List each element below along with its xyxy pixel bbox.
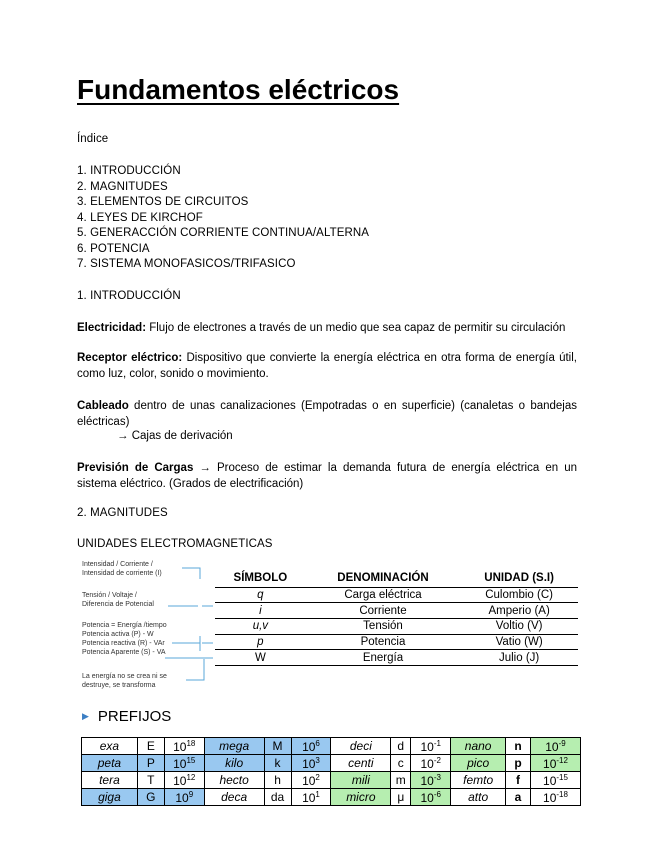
- side-note: Potencia reactiva (R) - VAr: [82, 640, 165, 647]
- prefix-symbol-cell: f: [506, 772, 531, 789]
- prefix-power-cell: $10^{-12}$: [530, 755, 580, 772]
- prefix-power-cell: $10^{-3}$: [411, 772, 451, 789]
- table-row: [215, 618, 578, 634]
- side-note: Intensidad de corriente (I): [82, 570, 162, 577]
- prefix-power-cell: $10^{-15}$: [530, 772, 580, 789]
- section-heading-magnitudes: 2. MAGNITUDES: [77, 507, 168, 519]
- toc-item: 7. SISTEMA MONOFASICOS/TRIFASICO: [77, 258, 296, 270]
- connector-line: [186, 659, 204, 680]
- prefix-name-cell: micro: [331, 789, 391, 806]
- table-row: [215, 603, 578, 619]
- prefix-symbol-cell: m: [391, 772, 411, 789]
- prefix-symbol-cell: a: [506, 789, 531, 806]
- name-cell: Energía: [306, 650, 460, 666]
- prefix-symbol-cell: P: [137, 755, 164, 772]
- toc-item: 2. MAGNITUDES: [77, 180, 168, 193]
- toc-item: 5. GENERACCIÓN CORRIENTE CONTINUA/ALTERNA: [77, 227, 370, 239]
- prefix-power-cell: $10^6$: [291, 738, 331, 755]
- prefix-symbol-cell: k: [264, 755, 291, 772]
- prefix-power-cell: $10^1$: [291, 789, 331, 806]
- definition-term: Cableado: [77, 400, 129, 412]
- prefix-symbol-cell: n: [506, 738, 531, 755]
- prefix-power-cell: $10^2$: [291, 772, 331, 789]
- cableado-subitem: → Cajas de derivación: [117, 430, 233, 442]
- prefix-power-cell: $10^9$: [164, 789, 204, 806]
- toc-item: 6. POTENCIA: [77, 242, 150, 255]
- definition-text: → Proceso de estimar la demanda futura de energía eléctrica en un sistema eléctrico. (Grados de electrificación): [77, 462, 577, 490]
- prefix-symbol-cell: G: [137, 789, 164, 806]
- toc-item: 3. ELEMENTOS DE CIRCUITOS: [77, 196, 249, 208]
- indice-label: Índice: [77, 133, 109, 145]
- prefix-symbol-cell: T: [137, 772, 164, 789]
- column-header: SÍMBOLO: [215, 570, 306, 587]
- column-header: UNIDAD (S.I): [460, 570, 578, 587]
- side-note: Diferencia de Potencial: [82, 601, 154, 608]
- side-note: destruye, se transforma: [82, 682, 156, 689]
- prefix-table: [81, 737, 581, 806]
- prefix-symbol-cell: d: [391, 738, 411, 755]
- unit-cell: Vatio (W): [460, 634, 578, 650]
- symbol-cell: q: [215, 587, 306, 603]
- prefix-power-cell: $10^{15}$: [164, 755, 204, 772]
- symbol-cell: i: [215, 603, 306, 619]
- symbol-cell: u,v: [215, 618, 306, 634]
- table-row: [82, 738, 581, 755]
- prefix-name-cell: kilo: [204, 755, 264, 772]
- prefijos-label: PREFIJOS: [97, 708, 172, 725]
- side-note: Potencia activa (P) - W: [82, 631, 154, 638]
- prefix-name-cell: giga: [82, 789, 138, 806]
- prefix-name-cell: centi: [331, 755, 391, 772]
- prefix-name-cell: atto: [451, 789, 506, 806]
- connector-line: [182, 568, 200, 579]
- prefix-name-cell: exa: [82, 738, 138, 755]
- prefix-power-cell: $10^{-9}$: [530, 738, 580, 755]
- prefix-name-cell: peta: [82, 755, 138, 772]
- table-row: [82, 789, 581, 806]
- prefix-symbol-cell: da: [264, 789, 291, 806]
- toc-item: 1. INTRODUCCIÓN: [77, 165, 181, 177]
- prefix-power-cell: $10^{18}$: [164, 738, 204, 755]
- prefix-symbol-cell: h: [264, 772, 291, 789]
- prefix-name-cell: deci: [331, 738, 391, 755]
- name-cell: Potencia: [306, 634, 460, 650]
- unit-cell: Voltio (V): [460, 618, 578, 634]
- side-note: Tensión / Voltaje /: [82, 592, 137, 599]
- prefijos-heading: [82, 708, 171, 725]
- prefix-symbol-cell: c: [391, 755, 411, 772]
- prefix-power-cell: $10^{-2}$: [411, 755, 451, 772]
- name-cell: Tensión: [306, 618, 460, 634]
- definition-term: Electricidad:: [77, 322, 147, 334]
- side-note: Potencia Aparente (S) - VA: [82, 649, 166, 656]
- side-note: La energía no se crea ni se: [82, 673, 167, 680]
- prefix-symbol-cell: μ: [391, 789, 411, 806]
- prefix-name-cell: femto: [451, 772, 506, 789]
- units-heading: UNIDADES ELECTROMAGNETICAS: [77, 538, 273, 550]
- table-row: [82, 755, 581, 772]
- prefix-power-cell: $10^{-6}$: [411, 789, 451, 806]
- table-row: [82, 772, 581, 789]
- prefix-name-cell: mega: [204, 738, 264, 755]
- prefix-symbol-cell: p: [506, 755, 531, 772]
- side-note: Intensidad / Corriente /: [82, 561, 153, 568]
- page-title: Fundamentos eléctricos: [77, 74, 400, 105]
- symbol-cell: W: [215, 650, 306, 666]
- table-row: [215, 650, 578, 666]
- prefix-name-cell: tera: [82, 772, 138, 789]
- definition-term: Receptor eléctrico:: [77, 352, 183, 364]
- units-table: [215, 570, 578, 666]
- prefix-power-cell: $10^{-18}$: [530, 789, 580, 806]
- definition-text: dentro de unas canalizaciones (Empotradas o en superficie) (canaletas o bandejas eléctricas): [77, 400, 577, 428]
- side-note: Potencia = Energía /tiempo: [82, 622, 167, 629]
- column-header: DENOMINACIÓN: [306, 570, 460, 587]
- table-row: [215, 587, 578, 603]
- definition-text: Flujo de electrones a través de un medio que sea capaz de permitir su circulación: [146, 322, 566, 334]
- prefix-power-cell: $10^3$: [291, 755, 331, 772]
- triangle-bullet-icon: ▶: [82, 711, 89, 721]
- name-cell: Corriente: [306, 603, 460, 619]
- prefix-symbol-cell: E: [137, 738, 164, 755]
- prefix-name-cell: nano: [451, 738, 506, 755]
- unit-cell: Culombio (C): [460, 587, 578, 603]
- name-cell: Carga eléctrica: [306, 587, 460, 603]
- table-row: [215, 634, 578, 650]
- definition-text: Dispositivo que convierte la energía eléctrica en otra forma de energía útil, como luz, color, sonido o movimiento.: [77, 352, 577, 380]
- prefix-name-cell: hecto: [204, 772, 264, 789]
- prefix-name-cell: pico: [451, 755, 506, 772]
- symbol-cell: p: [215, 634, 306, 650]
- unit-cell: Julio (J): [460, 650, 578, 666]
- prefix-power-cell: $10^{-1}$: [411, 738, 451, 755]
- prefix-name-cell: mili: [331, 772, 391, 789]
- section-heading-introduccion: 1. INTRODUCCIÓN: [77, 290, 181, 302]
- definition-term: Previsión de Cargas: [77, 462, 194, 474]
- units-table-header: [215, 570, 578, 587]
- prefix-power-cell: $10^{12}$: [164, 772, 204, 789]
- unit-cell: Amperio (A): [460, 603, 578, 619]
- prefix-symbol-cell: M: [264, 738, 291, 755]
- toc-item: 4. LEYES DE KIRCHOF: [77, 211, 203, 224]
- prefix-name-cell: deca: [204, 789, 264, 806]
